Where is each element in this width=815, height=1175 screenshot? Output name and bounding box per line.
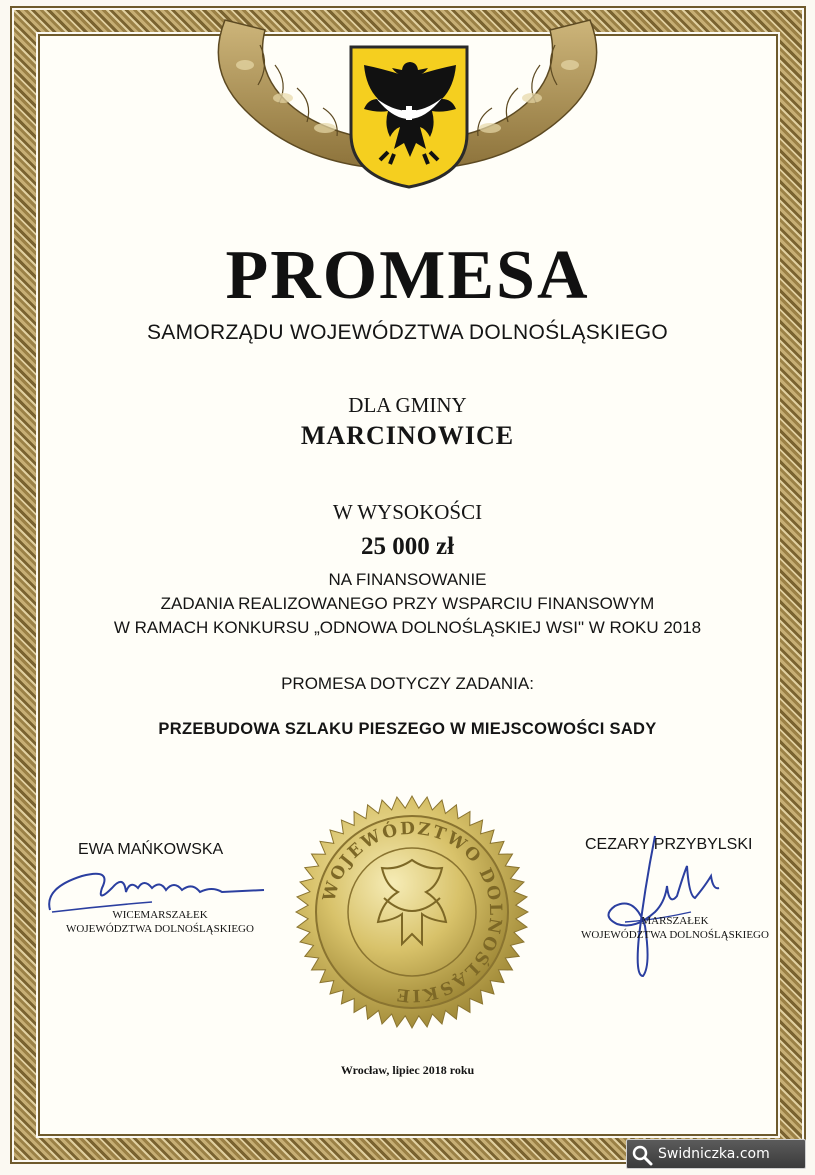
purpose-line-3: W RAMACH KONKURSU „ODNOWA DOLNOŚLĄSKIEJ WSI" W ROKU 2018 (113, 618, 702, 637)
purpose-line-2: ZADANIA REALIZOWANEGO PRZY WSPARCIU FINANSOWYM (160, 594, 655, 613)
amount-value: 25 000 zł (360, 533, 455, 560)
gold-seal-icon (294, 794, 530, 1030)
task-intro: PROMESA DOTYCZY ZADANIA: (281, 674, 534, 693)
right-role-line-1: MARSZAŁEK (641, 915, 709, 927)
document-title: PROMESA (225, 237, 590, 314)
right-role-line-2: WOJEWÓDZTWA DOLNOŚLĄSKIEGO (581, 929, 769, 941)
right-signatory-role (575, 914, 775, 942)
seal-text: WOJEWÓDZTWO DOLNOŚLĄSKIE (319, 818, 506, 1006)
recipient-name: MARCINOWICE (300, 421, 515, 450)
recipient-prefix: DLA GMINY (348, 393, 467, 417)
left-role-line-1: WICEMARSZAŁEK (112, 909, 208, 921)
right-signature-icon (595, 826, 735, 986)
issuer-subtitle: SAMORZĄDU WOJEWÓDZTWA DOLNOŚLĄSKIEGO (146, 321, 669, 344)
watermark-text: Swidniczka.com (658, 1146, 770, 1162)
right-signatory-name: CEZARY PRZYBYLSKI (585, 836, 753, 853)
left-role-line-2: WOJEWÓDZTWA DOLNOŚLĄSKIEGO (66, 923, 254, 935)
purpose-line-1: NA FINANSOWANIE (328, 570, 487, 589)
magnifier-icon (631, 1144, 653, 1166)
task-title: PRZEBUDOWA SZLAKU PIESZEGO W MIEJSCOWOŚCI SADY (158, 720, 657, 738)
amount-prefix: W WYSOKOŚCI (332, 500, 483, 524)
left-signatory-name: EWA MAŃKOWSKA (78, 841, 224, 858)
left-signatory-role (60, 908, 260, 936)
eagle-coat-of-arms-icon (348, 44, 470, 190)
place-and-date: Wrocław, lipiec 2018 roku (340, 1063, 475, 1077)
watermark-badge (626, 1139, 806, 1169)
